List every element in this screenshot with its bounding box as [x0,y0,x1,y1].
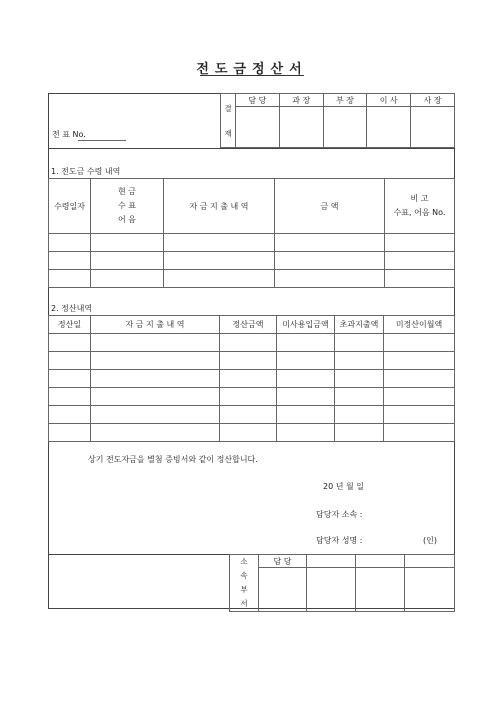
approval-role: 사 장 [411,94,455,107]
dept-side-char: 소 [240,557,248,566]
cell[interactable] [164,252,275,270]
header-type-bill: 어 음 [118,215,136,224]
cell[interactable] [91,352,220,370]
cell[interactable] [49,424,91,442]
cell[interactable] [49,406,91,424]
cell[interactable] [164,234,275,252]
cell[interactable] [335,352,384,370]
section1-title: 1. 전도금 수령 내역 [51,167,121,176]
cell[interactable] [277,352,335,370]
table-row [49,234,455,252]
approval-sign-box[interactable] [411,107,455,148]
dept-head-label: 담 당 [259,555,307,568]
cell[interactable] [385,270,455,288]
approval-sign-box[interactable] [367,107,411,148]
dept-label: 담당자 소속 : [316,510,363,519]
cell[interactable] [384,334,455,352]
header-settle-date: 정산일 [49,316,91,334]
header-note-sub: 수표, 어음 No. [393,208,446,217]
approval-role: 담 당 [236,94,280,107]
cell[interactable] [384,424,455,442]
approval-sign-box[interactable] [279,107,323,148]
cell[interactable] [277,388,335,406]
cell[interactable] [91,334,220,352]
cell[interactable] [277,370,335,388]
cell[interactable] [49,388,91,406]
header-type-cash: 현 금 [118,187,136,196]
cell[interactable] [220,352,277,370]
slip-number-field[interactable] [78,140,126,141]
cell[interactable] [384,352,455,370]
cell[interactable] [220,424,277,442]
title-underline [200,75,304,76]
dept-sign-box[interactable] [259,568,307,612]
cell[interactable] [384,388,455,406]
approval-sign-box[interactable] [323,107,367,148]
header-note-title: 비 고 [410,194,429,203]
cell[interactable] [384,406,455,424]
name-label: 담당자 성명 : [316,536,363,545]
cell[interactable] [91,252,164,270]
cell[interactable] [91,270,164,288]
approval-role: 부 장 [323,94,367,107]
cell[interactable] [335,370,384,388]
cell[interactable] [277,424,335,442]
table-row [49,252,455,270]
dept-side-char: 부 [240,585,248,594]
cell[interactable] [91,234,164,252]
dept-blank-head[interactable] [356,555,405,568]
dept-sign-box[interactable] [307,568,356,612]
section2-title: 2. 정산내역 [51,304,93,313]
cell[interactable] [335,424,384,442]
slip-number-label: 전 표 No. [52,130,86,139]
cell[interactable] [385,252,455,270]
header-note [385,179,455,234]
header-settle-amount: 정산금액 [220,316,277,334]
table-row [49,334,455,352]
approval-side-label [221,94,236,148]
table-row [49,388,455,406]
cell[interactable] [220,406,277,424]
header-detail: 자 금 지 출 내 역 [164,179,275,234]
approval-table [220,93,455,148]
cell[interactable] [220,334,277,352]
cell[interactable] [49,352,91,370]
cell[interactable] [91,424,220,442]
approval-sign-box[interactable] [236,107,280,148]
cell[interactable] [49,252,91,270]
statement-text: 상기 전도자금을 별첨 증빙서와 같이 정산합니다. [88,455,258,464]
header-amount: 금 액 [275,179,385,234]
table-row [49,352,455,370]
header-excess-spend: 초과지출액 [335,316,384,334]
cell[interactable] [220,370,277,388]
cell[interactable] [49,334,91,352]
dept-approval-table [229,554,455,612]
dept-blank-head[interactable] [307,555,356,568]
approval-role: 과 장 [279,94,323,107]
cell[interactable] [335,334,384,352]
header-type [91,179,164,234]
cell[interactable] [49,234,91,252]
cell[interactable] [91,406,220,424]
cell[interactable] [275,270,385,288]
document-title: 전도금정산서 [196,62,308,77]
cell[interactable] [335,406,384,424]
cell[interactable] [275,234,385,252]
cell[interactable] [384,370,455,388]
seal-mark: (인) [423,536,437,545]
cell[interactable] [277,406,335,424]
approval-role: 이 사 [367,94,411,107]
receipt-table [48,178,455,288]
table-row [49,370,455,388]
header-divider [48,148,455,149]
cell[interactable] [91,370,220,388]
dept-side-char: 속 [240,571,248,580]
dept-blank-head[interactable] [405,555,455,568]
cell[interactable] [335,388,384,406]
header-unused-deposit: 미사용입금액 [277,316,335,334]
cell[interactable] [49,270,91,288]
table-row [49,424,455,442]
cell[interactable] [91,388,220,406]
header-type-check: 수 표 [118,201,136,210]
approval-side-top: 결 [224,103,232,113]
cell[interactable] [277,334,335,352]
settlement-table [48,315,455,442]
table-row [49,406,455,424]
dept-side-label [230,555,259,612]
cell[interactable] [385,234,455,252]
cell[interactable] [164,270,275,288]
approval-side-bottom: 재 [224,128,232,138]
header-unsettled-carryover: 미정산이월액 [384,316,455,334]
table-row [49,270,455,288]
cell[interactable] [49,370,91,388]
date-line: 20 년 월 일 [323,482,364,491]
dept-side-char: 서 [240,599,248,608]
dept-sign-box[interactable] [405,568,455,612]
dept-sign-box[interactable] [356,568,405,612]
cell[interactable] [275,252,385,270]
cell[interactable] [220,388,277,406]
header-date: 수령일자 [49,179,91,234]
header-settle-detail: 자 금 지 출 내 역 [91,316,220,334]
